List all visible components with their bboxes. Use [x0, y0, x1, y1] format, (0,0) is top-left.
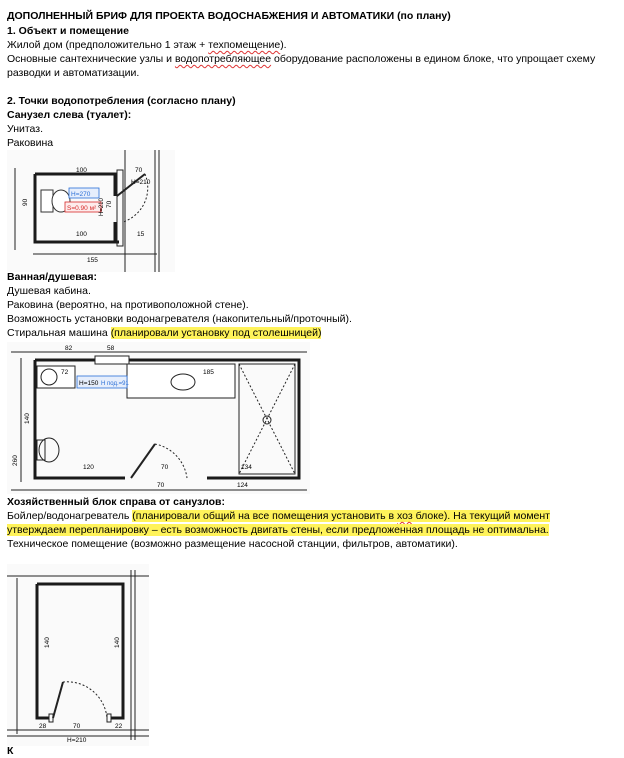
height-label: Н под.=91	[101, 381, 129, 387]
dim-label: 140	[44, 637, 51, 648]
height-label: Н=270	[71, 191, 91, 198]
bath-heading: Ванная/душевая:	[7, 271, 97, 283]
toilet-item: Раковина	[7, 137, 54, 149]
s1-line1: Жилой дом (предположительно 1 этаж + техпомещение).	[7, 39, 287, 51]
s1-line3: разводки и автоматизации.	[7, 67, 140, 79]
dim-label: 100	[76, 231, 87, 238]
section-2-heading: 2. Точки водопотребления (согласно плану)	[7, 95, 236, 107]
bath-item: Душевая кабина.	[7, 285, 91, 297]
dim-label: 120	[83, 464, 94, 471]
dim-label: 15	[137, 231, 145, 238]
dim-label: Н=210	[99, 198, 105, 216]
bath-item: Возможность установки водонагревателя (накопительный/проточный).	[7, 313, 352, 325]
dim-label: 70	[135, 167, 143, 174]
height-label: Н=210	[67, 737, 87, 744]
spellcheck-mark: техпомещение	[208, 39, 281, 51]
dim-label: 90	[22, 198, 29, 206]
dim-label: 100	[76, 167, 87, 174]
s1-line2: Основные сантехнические узлы и водопотребляющее оборудование расположены в едином блоке, что упрощает схему	[7, 53, 596, 65]
dim-label: 260	[12, 455, 19, 466]
area-label: S=0.90 м²	[67, 205, 97, 212]
dim-label: 185	[203, 369, 214, 376]
dim-label: Н=210	[131, 179, 151, 186]
highlight-note: (планировали общий на все помещения установить в хоз блоке). На текущий момент	[132, 510, 550, 522]
dim-label: 70	[73, 723, 81, 730]
toilet-heading: Санузел слева (туалет):	[7, 109, 132, 121]
util-line1: Бойлер/водонагреватель (планировали общий на все помещения установить в хоз блоке). На текущий момент	[7, 510, 550, 522]
util-heading: Хозяйственный блок справа от санузлов:	[7, 496, 225, 508]
highlight-note: утверждаем перепланировку – есть возможность двигать стены, если предложенная площадь не оптимальна.	[7, 524, 549, 536]
cut-text: К	[7, 745, 14, 757]
dim-label: 82	[65, 345, 73, 352]
toilet-floor-plan	[7, 150, 175, 272]
doc-title: ДОПОЛНЕННЫЙ БРИФ ДЛЯ ПРОЕКТА ВОДОСНАБЖЕНИЯ И АВТОМАТИКИ (по плану)	[7, 10, 451, 22]
dim-label: 155	[87, 257, 98, 264]
dim-label: 140	[114, 637, 121, 648]
dim-label: 140	[24, 413, 31, 424]
dim-label: 58	[107, 345, 115, 352]
toilet-item: Унитаз.	[7, 123, 44, 135]
dim-label: 70	[106, 200, 113, 208]
dim-label: 70	[157, 482, 165, 489]
dim-label: 22	[115, 723, 123, 730]
spellcheck-mark: водопотребляющее	[174, 53, 272, 65]
util-line2	[7, 524, 549, 537]
utility-floor-plan	[7, 564, 149, 746]
bath-item: Раковина (вероятно, на противоположной стене).	[7, 299, 249, 311]
dim-label: 124	[237, 482, 248, 489]
dim-label: 72	[61, 369, 69, 376]
dim-label: 28	[39, 723, 47, 730]
highlight-note: (планировали установку под столешницей)	[110, 327, 322, 339]
util-line3: Техническое помещение (возможно размещение насосной станции, фильтров, автоматики).	[7, 538, 458, 550]
bathroom-floor-plan	[7, 342, 310, 494]
dim-label: 70	[161, 464, 169, 471]
height-label: Н=150	[79, 380, 99, 387]
section-1-heading: 1. Объект и помещение	[7, 25, 129, 37]
dim-label: 134	[241, 464, 252, 471]
bath-item-washer: Стиральная машина (планировали установку под столешницей)	[7, 327, 322, 339]
